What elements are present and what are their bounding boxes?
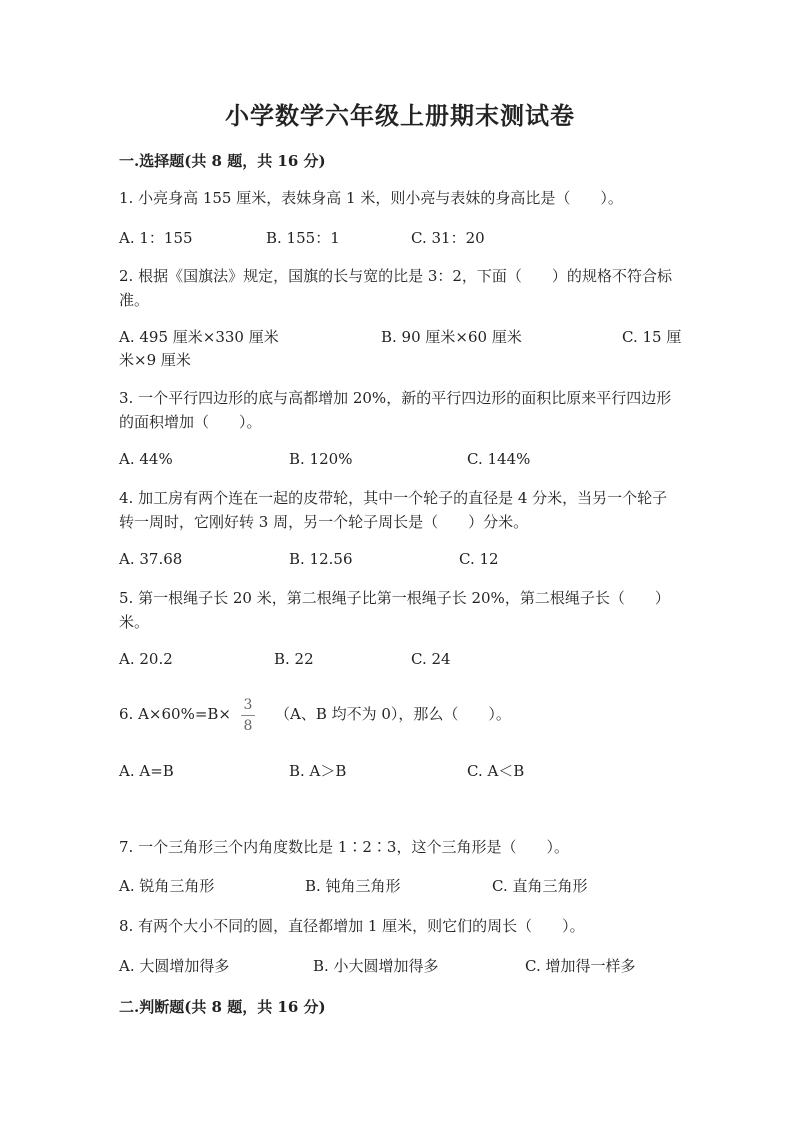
- fraction-three-eighths: [241, 697, 255, 734]
- option-7c: C. 直角三角形: [492, 877, 588, 895]
- question-4: 4. 加工房有两个连在一起的皮带轮，其中一个轮子的直径是 4 分米，当另一个轮子转一周时，它刚好转 3 周，另一个轮子周长是（ ）分米。: [119, 489, 668, 531]
- option-8a: A. 大圆增加得多: [119, 957, 230, 975]
- option-4c: C. 12: [459, 550, 499, 568]
- page-title: 小学数学六年级上册期末测试卷: [225, 101, 575, 130]
- option-5b: B. 22: [274, 650, 314, 668]
- option-3b: B. 120%: [289, 450, 353, 468]
- option-1a: A. 1：155: [119, 229, 193, 247]
- option-1c: C. 31：20: [411, 229, 485, 247]
- question-6-part1: 6. A×60%=B×: [119, 705, 231, 723]
- option-7b: B. 钝角三角形: [305, 877, 401, 895]
- fraction-bar: [241, 715, 255, 716]
- option-4a: A. 37.68: [119, 550, 183, 568]
- option-6c: C. A＜B: [467, 762, 525, 780]
- option-3a: A. 44%: [119, 450, 173, 468]
- question-6-part2: （A、B 均不为 0），那么（ ）。: [275, 705, 511, 723]
- question-1: 1. 小亮身高 155 厘米，表妹身高 1 米，则小亮与表妹的身高比是（ ）。: [119, 189, 623, 207]
- option-1b: B. 155：1: [266, 229, 340, 247]
- option-2b: B. 90 厘米×60 厘米: [381, 328, 522, 346]
- option-8c: C. 增加得一样多: [525, 957, 636, 975]
- option-2c: C. 15 厘: [622, 328, 682, 346]
- fraction-numerator: 3: [243, 697, 253, 713]
- option-3c: C. 144%: [467, 450, 531, 468]
- option-4b: B. 12.56: [289, 550, 353, 568]
- question-7: 7. 一个三角形三个内角度数比是 1∶2∶3，这个三角形是（ ）。: [119, 838, 569, 856]
- question-2: 2. 根据《国旗法》规定，国旗的长与宽的比是 3：2，下面（ ）的规格不符合标准。: [119, 267, 672, 309]
- fraction-denominator: 8: [243, 718, 253, 734]
- option-6b: B. A＞B: [289, 762, 347, 780]
- option-8b: B. 小大圆增加得多: [313, 957, 439, 975]
- question-8: 8. 有两个大小不同的圆，直径都增加 1 厘米，则它们的周长（ ）。: [119, 917, 585, 935]
- option-7a: A. 锐角三角形: [119, 877, 215, 895]
- section-heading-choice: 一.选择题(共 8 题，共 16 分): [119, 152, 326, 170]
- option-2a: A. 495 厘米×330 厘米: [119, 328, 279, 346]
- question-5: 5. 第一根绳子长 20 米，第二根绳子比第一根绳子长 20%，第二根绳子长（ ）米。: [119, 589, 670, 631]
- option-6a: A. A=B: [119, 762, 174, 780]
- question-3: 3. 一个平行四边形的底与高都增加 20%，新的平行四边形的面积比原来平行四边形的面积增加（ ）。: [119, 389, 672, 431]
- option-5a: A. 20.2: [119, 650, 173, 668]
- option-2c-continued: 米×9 厘米: [119, 351, 191, 369]
- section-heading-judgement: 二.判断题(共 8 题，共 16 分): [119, 998, 326, 1016]
- option-5c: C. 24: [411, 650, 451, 668]
